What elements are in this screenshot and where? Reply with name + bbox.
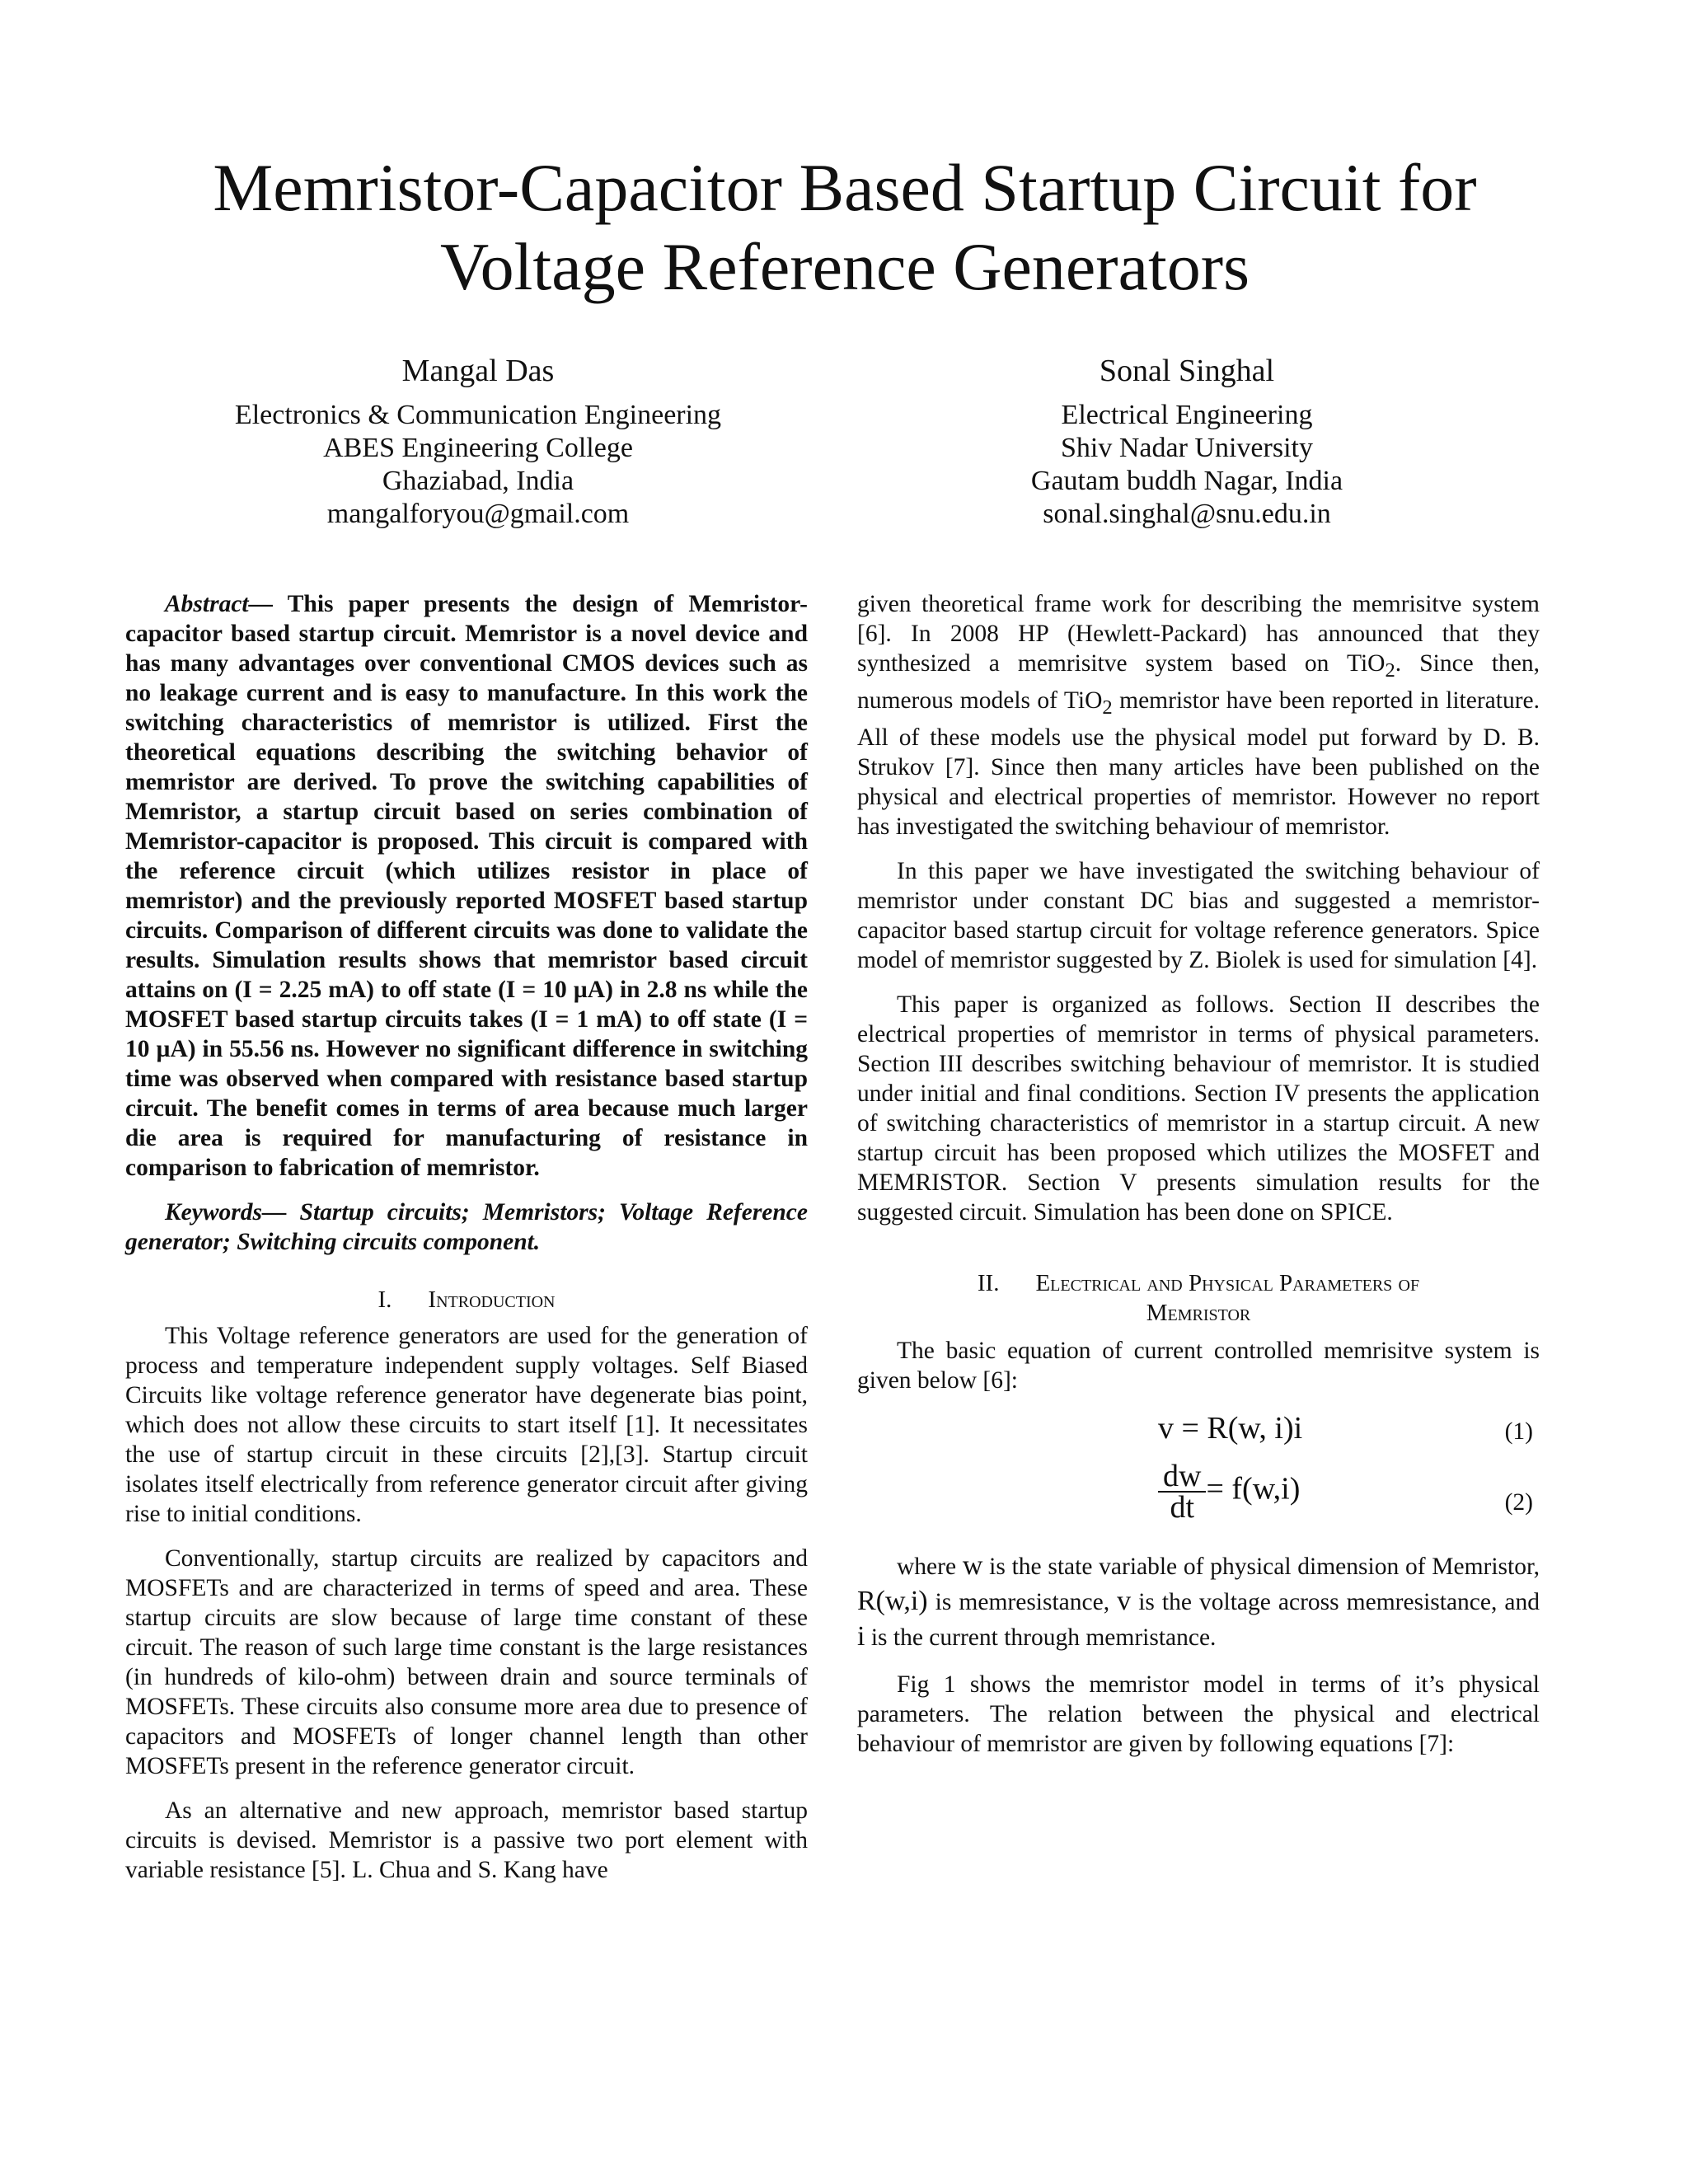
- paragraph: This Voltage reference generators are used for the generation of process and temperature independent supply voltages. Self Biased Circuits like voltage reference generator have degenerate bias point, which does not allow these circuits to start itself [1]. It necessitates the use of startup circuit in these circuits [2],[3]. Startup circuit isolates itself electrically from reference generator circuit after giving rise to initial conditions.: [125, 1323, 808, 1527]
- paragraph: Conventionally, startup circuits are realized by capacitors and MOSFETs and are characterized in terms of speed and area. These startup circuits are slow because of large time constant of these circuit. The reason of such large time constant is the large resistances (in hundreds of kilo-ohm) between drain and source terminals of MOSFETs. These circuits also consume more area due to presence of capacitors and MOSFETs of longer channel length than other MOSFETs present in the reference generator circuit.: [125, 1545, 808, 1779]
- denominator: dt: [1170, 1489, 1194, 1525]
- equation-body: [1158, 1458, 1301, 1525]
- subscript: 2: [1385, 658, 1395, 682]
- equation-number: (2): [1504, 1488, 1533, 1516]
- paper-title: [124, 148, 1566, 307]
- section-heading-2: [857, 1268, 1540, 1328]
- section-number: I.: [377, 1286, 392, 1313]
- right-column: [857, 589, 1540, 1759]
- title-line-1: Memristor-Capacitor Based Startup Circuit for: [213, 150, 1477, 225]
- section-title: Electrical and Physical Parameters of: [1035, 1269, 1420, 1296]
- author-location: Gautam buddh Nagar, India: [1030, 466, 1343, 496]
- paragraph: As an alternative and new approach, memristor based startup circuits is devised. Memristor is a passive two port element with variable resistance [5]. L. Chua and S. Kang have: [125, 1797, 808, 1883]
- math-symbol: w: [962, 1549, 983, 1581]
- abstract: [125, 589, 808, 1183]
- author-dept: Electronics & Communication Engineering: [234, 400, 722, 430]
- author-org: ABES Engineering College: [323, 433, 633, 463]
- author-location: Ghaziabad, India: [382, 466, 574, 496]
- math-symbol: v: [1117, 1585, 1132, 1616]
- keywords-text: Startup circuits; Memristors; Voltage Reference generator; Switching circuits component.: [125, 1199, 808, 1255]
- title-line-2: Voltage Reference Generators: [440, 229, 1250, 304]
- equation-1: [857, 1407, 1540, 1458]
- abstract-text: This paper presents the design of Memristor-capacitor based startup circuit. Memristor is a novel device and has many advantages over conventional CMOS devices such as no leakage current and is easy to manufacture. In this work the switching characteristics of memristor is utilized. First the theoretical equations describing the switching behavior of memristor are derived. To prove the switching capabilities of Memristor, a startup circuit based on series combination of Memristor-capacitor is proposed. This circuit is compared with the reference circuit (which utilizes resistor in place of memristor) and the previously reported MOSFET based startup circuits. Comparison of different circuits was done to validate the results. Simulation results shows that memristor based circuit attains on (I = 2.25 mA) to off state (I = 10 µA) in 2.8 ns while the MOSFET based startup circuits takes (I = 1 mA) to off state (I = 10 µA) in 55.56 ns. However no significant difference in switching time was observed when compared with resistance based startup circuit. The benefit comes in terms of area because much larger die area is required for manufacturing of resistance in comparison to fabrication of memristor.: [125, 591, 808, 1181]
- equation-2: [857, 1458, 1540, 1549]
- text-run: is the voltage across memresistance, and: [1131, 1588, 1540, 1615]
- text-run: is the current through memristance.: [865, 1624, 1217, 1651]
- paragraph: This paper is organized as follows. Section II describes the electrical properties of memristor in terms of physical parameters. Section III describes switching behaviour of memristor. It is studied under initial and final conditions. Section IV presents the application of switching characteristics of memristor in a startup circuit. A new startup circuit has been proposed which utilizes the MOSFET and MEMRISTOR. Section V presents simulation results for the suggested circuit. Simulation has been done on SPICE.: [857, 991, 1540, 1226]
- author-email: sonal.singhal@snu.edu.in: [1043, 499, 1331, 529]
- text-run: is memresistance,: [927, 1588, 1118, 1615]
- equation-body: v = R(w, i)i: [1158, 1410, 1303, 1446]
- text-run: is the state variable of physical dimension of Memristor,: [982, 1553, 1540, 1580]
- equation-rhs: = f(w,i): [1206, 1471, 1301, 1507]
- text-run: where: [897, 1553, 957, 1580]
- math-symbol: i: [857, 1620, 865, 1652]
- section-title: Introduction: [428, 1286, 556, 1313]
- author-org: Shiv Nadar University: [1061, 433, 1313, 463]
- paragraph: [857, 589, 1540, 841]
- text-run: . Since then, numerous models of TiO: [857, 650, 1540, 714]
- equation-number: (1): [1504, 1418, 1533, 1445]
- math-symbol: R(w,i): [857, 1585, 928, 1616]
- text-run: memristor have been reported in literature. All of these models use the physical model put forward by D. B. Strukov [7]. Since then many articles have been published on the physical and electrical properties of memristor. However no report has investigated the switching behaviour of memristor.: [857, 687, 1540, 840]
- text-run: given theoretical frame work for describing the memrisitve system [6]. In 2008 HP (Hewlett-Packard) has announced that they synthesized a memrisitve system based on TiO: [857, 591, 1540, 677]
- subscript: 2: [1102, 696, 1113, 719]
- abstract-lead: Abstract—: [165, 591, 274, 617]
- author-block-2: [874, 354, 1500, 531]
- author-name: Mangal Das: [401, 354, 555, 388]
- paragraph: Fig 1 shows the memristor model in terms of it’s physical parameters. The relation between the physical and electrical behaviour of memristor are given by following equations [7]:: [857, 1671, 1540, 1757]
- author-name: Sonal Singhal: [1099, 354, 1275, 388]
- keywords: [125, 1197, 808, 1257]
- paragraph: [857, 1549, 1540, 1655]
- paragraph: The basic equation of current controlled memrisitve system is given below [6]:: [857, 1337, 1540, 1394]
- paragraph: In this paper we have investigated the switching behaviour of memristor under constant DC bias and suggested a memristor-capacitor based startup circuit for voltage reference generators. Spice model of memristor suggested by Z. Biolek is used for simulation [4].: [857, 857, 1540, 973]
- numerator: dw: [1158, 1461, 1206, 1493]
- fraction: [1158, 1458, 1206, 1525]
- section-title: Memristor: [1146, 1299, 1251, 1326]
- left-column: [125, 589, 808, 1885]
- keywords-lead: Keywords—: [165, 1199, 287, 1226]
- section-number: II.: [977, 1269, 1000, 1296]
- author-dept: Electrical Engineering: [1061, 400, 1313, 430]
- author-email: mangalforyou@gmail.com: [326, 499, 630, 529]
- section-heading-1: [125, 1285, 808, 1315]
- author-block-1: [165, 354, 791, 531]
